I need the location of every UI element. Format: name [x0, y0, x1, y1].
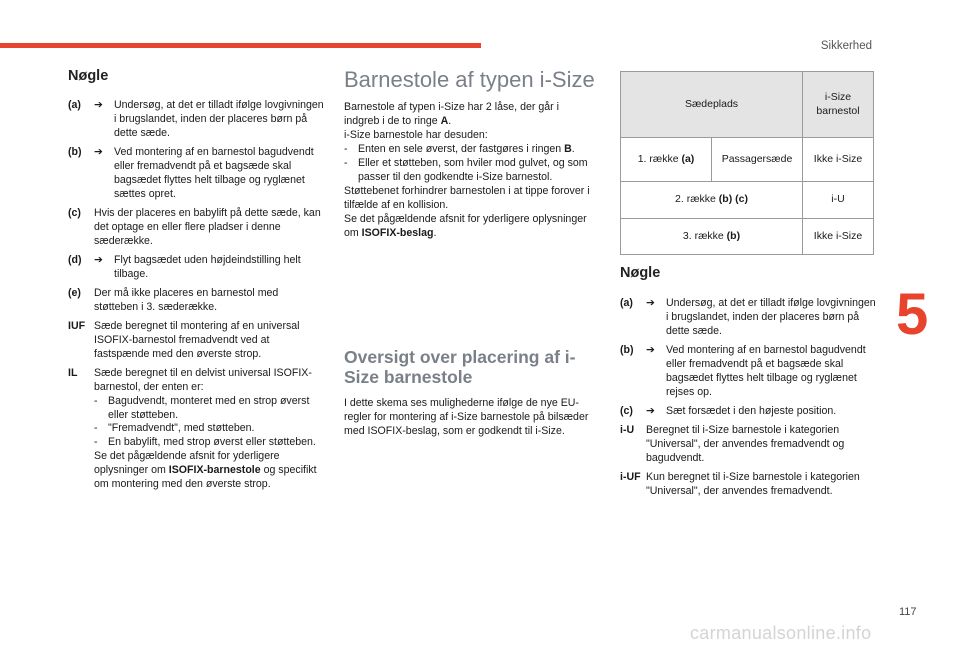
header-accent-bar — [0, 43, 481, 48]
key-item-c: (c) ➔ Sæt forsædet i den højeste position. — [620, 404, 837, 417]
right-key-title: Nøgle — [620, 265, 661, 281]
table-row: 1. række (a) Passagersæde Ikke i-Size — [621, 138, 874, 182]
header-seat: Sædeplads — [621, 72, 803, 138]
left-key-title: Nøgle — [68, 68, 109, 84]
isize-seat-table — [620, 71, 874, 255]
overview-text: I dette skema ses mulighederne ifølge de nye EU-regler for montering af i-Size barnestole på bilsæder med ISOFIX-beslag, som er godkendt til i-Size. — [344, 397, 589, 438]
left-key-column — [68, 67, 324, 497]
key-item-e: (e) Der må ikke placeres en barnestol med støtteben i 3. sæderække. — [68, 286, 279, 313]
table-row: 2. række (b) (c) i-U — [621, 182, 874, 219]
overview-section — [344, 347, 596, 439]
key-item-b: (b) ➔ Ved montering af en barnestol bagudvendt eller fremadvendt på et bagsæde skal bagsædet flyttes helt tilbage og ryglænet sættes opret. — [68, 146, 314, 200]
table-row: 3. række (b) Ikke i-Size — [621, 219, 874, 255]
section-label: Sikkerhed — [820, 40, 872, 52]
isize-support-leg: Støttebenet forhindrer barnestolen i at tippe forover i tilfælde af en kollision. — [344, 185, 590, 211]
key-item-c: (c) Hvis der placeres en babylift på dette sæde, kan det optage en eller flere pladser i denne sæderække. — [68, 206, 321, 247]
isize-has-also: i-Size barnestole har desuden: — [344, 129, 488, 142]
page-number: 117 — [899, 606, 917, 618]
isize-dash-1: - Enten en sele øverst, der fastgøres i ringen B. — [344, 143, 575, 156]
arrow-icon: ➔ — [94, 99, 103, 112]
table-header-row — [621, 72, 874, 138]
middle-column — [344, 68, 596, 241]
overview-title: Oversigt over placering af i-Size barnestole — [344, 347, 576, 388]
key-item-il: IL Sæde beregnet til en delvist universal ISOFIX-barnestol, der enten er: - Bagudvendt, monteret med en strop øverst eller støtteben. - "Fremadvendt", med støtteben. - En babylift, med strop øverst eller støtteben. Se det pågældende afsnit for yderligere oplysninger om ISOFIX-barnestole og specifikt om montering med den øverste strop. — [68, 366, 317, 491]
header-isize: i-Size barnestol — [803, 72, 874, 138]
arrow-icon: ➔ — [94, 146, 103, 159]
isize-dash-2: - Eller et støtteben, som hviler mod gulvet, og som passer til den godkendte i-Size barnestol. — [344, 157, 588, 184]
right-key-list — [620, 297, 880, 499]
isize-intro: Barnestole af typen i-Size har 2 låse, der går i indgreb i de to ringe A. — [344, 101, 559, 128]
arrow-icon: ➔ — [646, 297, 655, 310]
arrow-icon: ➔ — [94, 253, 103, 266]
right-key-column — [620, 264, 880, 504]
key-item-iuf: i-UF Kun beregnet til i-Size barnestole i kategorien "Universal", der anvendes fremadvendt. — [620, 470, 860, 497]
chapter-number: 5 — [896, 282, 929, 347]
key-item-iu: i-U Beregnet til i-Size barnestole i kategorien "Universal", der anvendes fremadvendt og bagudvendt. — [620, 423, 845, 464]
isize-see-also: Se det pågældende afsnit for yderligere oplysninger om ISOFIX-beslag. — [344, 212, 587, 239]
key-item-iuf: IUF Sæde beregnet til montering af en universal ISOFIX-barnestol fremadvendt ved at fastspænde med den øverste strop. — [68, 319, 300, 360]
key-item-b: (b) ➔ Ved montering af en barnestol bagudvendt eller fremadvendt på et bagsæde skal bagsædet flyttes helt tilbage og ryglænet rejses op. — [620, 344, 866, 398]
isize-title: Barnestole af typen i-Size — [344, 67, 595, 92]
key-item-a: (a) ➔ Undersøg, at det er tilladt ifølge lovgivningen i brugslandet, inden der placeres børn på dette sæde. — [620, 297, 876, 338]
key-item-d: (d) ➔ Flyt bagsædet uden højdeindstilling helt tilbage. — [68, 253, 301, 280]
watermark: carmanualsonline.info — [690, 623, 872, 643]
arrow-icon: ➔ — [646, 344, 655, 357]
left-key-list — [68, 99, 324, 492]
key-item-a: (a) ➔ Undersøg, at det er tilladt ifølge lovgivningen i brugslandet, inden der placeres børn på dette sæde. — [68, 99, 324, 140]
arrow-icon: ➔ — [646, 404, 655, 417]
